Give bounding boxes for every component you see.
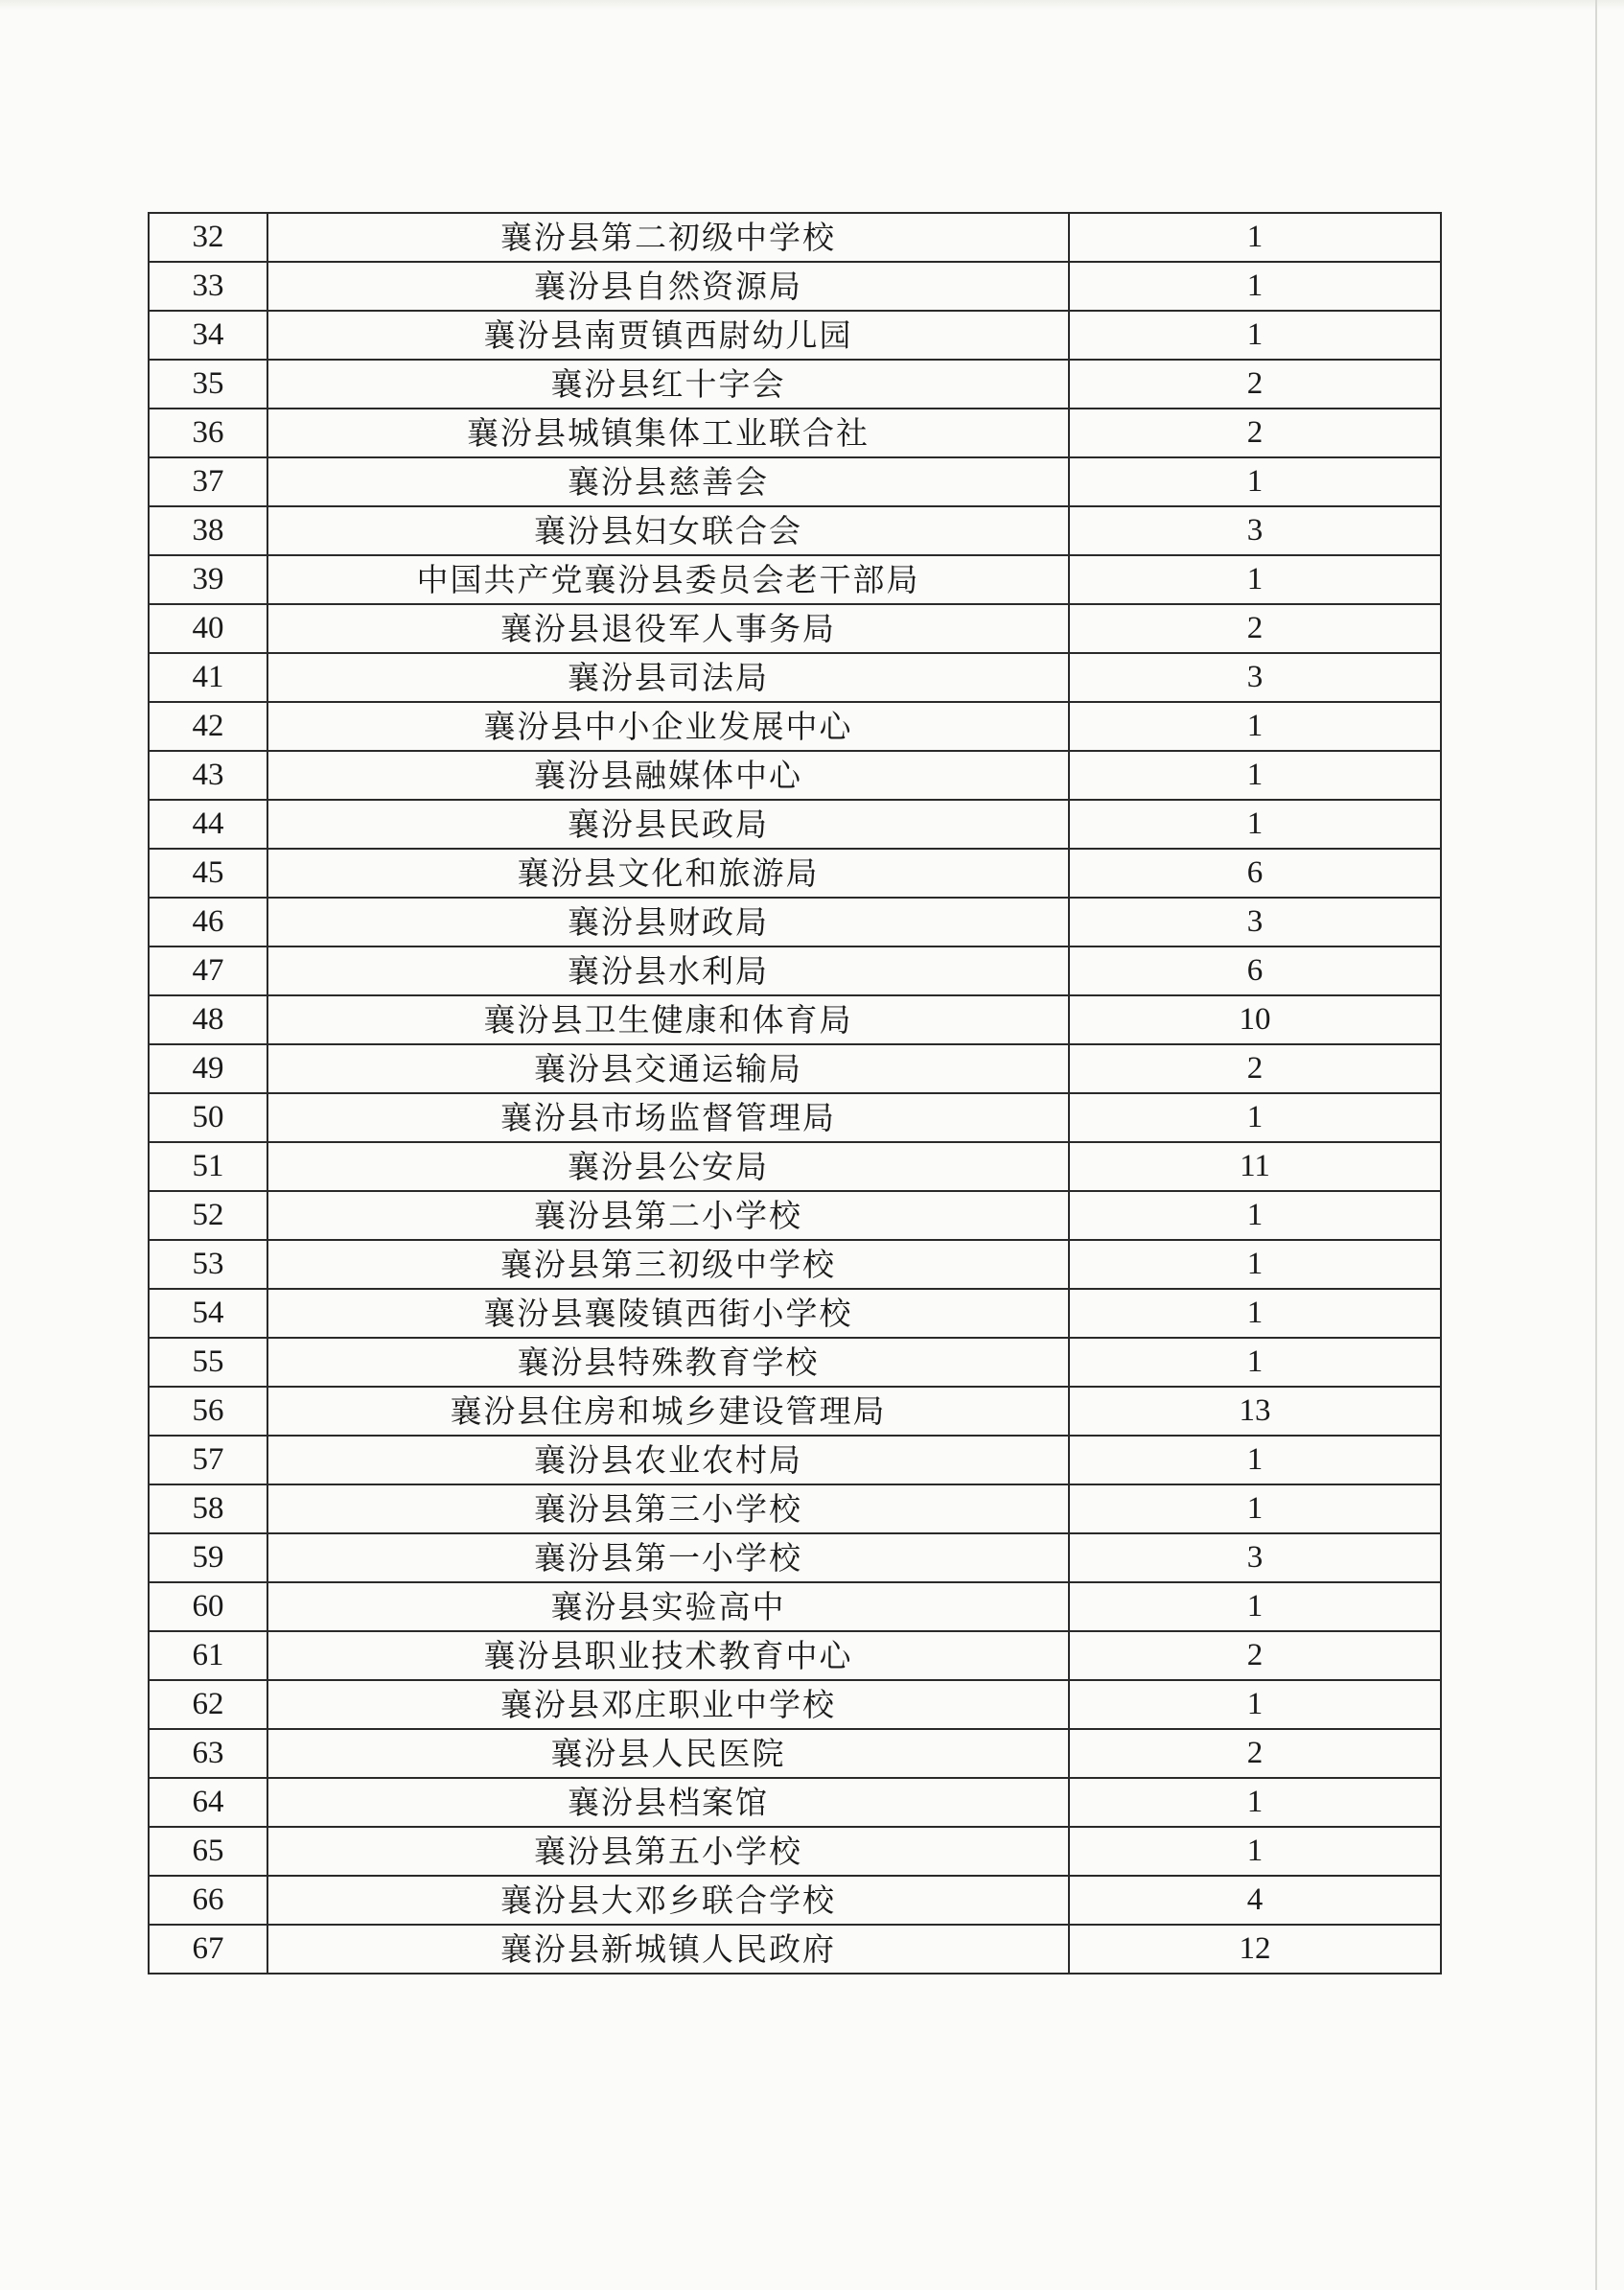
unit-count: 3 — [1069, 653, 1441, 702]
table-row — [149, 800, 1441, 849]
row-number: 57 — [149, 1436, 267, 1484]
table-row — [149, 506, 1441, 555]
unit-count: 1 — [1069, 1289, 1441, 1338]
unit-name: 襄汾县公安局 — [267, 1142, 1069, 1191]
table-row — [149, 849, 1441, 898]
table-row — [149, 1142, 1441, 1191]
table-row — [149, 898, 1441, 946]
row-number: 42 — [149, 702, 267, 751]
unit-count: 1 — [1069, 1484, 1441, 1533]
unit-name: 襄汾县实验高中 — [267, 1582, 1069, 1631]
unit-name: 襄汾县财政局 — [267, 898, 1069, 946]
unit-name: 襄汾县第二小学校 — [267, 1191, 1069, 1240]
unit-name: 襄汾县第五小学校 — [267, 1827, 1069, 1876]
row-number: 49 — [149, 1044, 267, 1093]
unit-name: 襄汾县文化和旅游局 — [267, 849, 1069, 898]
unit-name: 襄汾县人民医院 — [267, 1729, 1069, 1778]
unit-name: 襄汾县大邓乡联合学校 — [267, 1876, 1069, 1925]
unit-name: 襄汾县新城镇人民政府 — [267, 1925, 1069, 1974]
table-row — [149, 311, 1441, 360]
unit-count: 12 — [1069, 1925, 1441, 1974]
unit-count: 2 — [1069, 604, 1441, 653]
table-row — [149, 1778, 1441, 1827]
row-number: 53 — [149, 1240, 267, 1289]
table-row — [149, 1387, 1441, 1436]
unit-name: 襄汾县融媒体中心 — [267, 751, 1069, 800]
row-number: 48 — [149, 995, 267, 1044]
row-number: 35 — [149, 360, 267, 409]
unit-name: 襄汾县退役军人事务局 — [267, 604, 1069, 653]
unit-name: 襄汾县邓庄职业中学校 — [267, 1680, 1069, 1729]
unit-count: 2 — [1069, 1729, 1441, 1778]
unit-name: 襄汾县慈善会 — [267, 457, 1069, 506]
table-row — [149, 409, 1441, 457]
unit-name: 襄汾县水利局 — [267, 946, 1069, 995]
row-number: 50 — [149, 1093, 267, 1142]
unit-count: 1 — [1069, 1436, 1441, 1484]
table-row — [149, 1631, 1441, 1680]
unit-count: 3 — [1069, 898, 1441, 946]
unit-count: 2 — [1069, 409, 1441, 457]
row-number: 47 — [149, 946, 267, 995]
unit-count: 10 — [1069, 995, 1441, 1044]
row-number: 45 — [149, 849, 267, 898]
row-number: 32 — [149, 213, 267, 262]
unit-name: 襄汾县卫生健康和体育局 — [267, 995, 1069, 1044]
table-body — [149, 213, 1441, 1974]
table-row — [149, 946, 1441, 995]
unit-name: 襄汾县住房和城乡建设管理局 — [267, 1387, 1069, 1436]
row-number: 65 — [149, 1827, 267, 1876]
unit-name: 襄汾县第二初级中学校 — [267, 213, 1069, 262]
unit-count: 2 — [1069, 1631, 1441, 1680]
unit-name: 襄汾县农业农村局 — [267, 1436, 1069, 1484]
unit-count: 3 — [1069, 506, 1441, 555]
row-number: 56 — [149, 1387, 267, 1436]
unit-name: 襄汾县交通运输局 — [267, 1044, 1069, 1093]
unit-count: 2 — [1069, 1044, 1441, 1093]
unit-name: 襄汾县第三初级中学校 — [267, 1240, 1069, 1289]
table-row — [149, 1044, 1441, 1093]
table-row — [149, 1876, 1441, 1925]
unit-count: 1 — [1069, 1827, 1441, 1876]
page-right-edge — [1595, 0, 1597, 2290]
row-number: 64 — [149, 1778, 267, 1827]
table-row — [149, 1289, 1441, 1338]
unit-count: 1 — [1069, 1191, 1441, 1240]
table-row — [149, 1338, 1441, 1387]
unit-count: 1 — [1069, 1338, 1441, 1387]
unit-name: 襄汾县民政局 — [267, 800, 1069, 849]
table-row — [149, 1436, 1441, 1484]
unit-count: 13 — [1069, 1387, 1441, 1436]
unit-count: 1 — [1069, 1240, 1441, 1289]
unit-name: 襄汾县司法局 — [267, 653, 1069, 702]
unit-count: 6 — [1069, 849, 1441, 898]
unit-count: 1 — [1069, 1093, 1441, 1142]
unit-count: 1 — [1069, 1778, 1441, 1827]
row-number: 59 — [149, 1533, 267, 1582]
unit-count: 1 — [1069, 751, 1441, 800]
unit-count: 1 — [1069, 311, 1441, 360]
table-row — [149, 1827, 1441, 1876]
unit-name: 襄汾县城镇集体工业联合社 — [267, 409, 1069, 457]
table-row — [149, 995, 1441, 1044]
row-number: 39 — [149, 555, 267, 604]
unit-count: 1 — [1069, 1680, 1441, 1729]
row-number: 34 — [149, 311, 267, 360]
row-number: 66 — [149, 1876, 267, 1925]
table-row — [149, 1533, 1441, 1582]
page-top-edge — [0, 0, 1624, 10]
row-number: 55 — [149, 1338, 267, 1387]
unit-count-table — [148, 212, 1442, 1975]
unit-count: 1 — [1069, 1582, 1441, 1631]
table-row — [149, 1680, 1441, 1729]
unit-name: 襄汾县第一小学校 — [267, 1533, 1069, 1582]
unit-count: 1 — [1069, 262, 1441, 311]
row-number: 38 — [149, 506, 267, 555]
unit-name: 襄汾县南贾镇西尉幼儿园 — [267, 311, 1069, 360]
table-row — [149, 702, 1441, 751]
table-row — [149, 751, 1441, 800]
unit-count: 4 — [1069, 1876, 1441, 1925]
table-row — [149, 1729, 1441, 1778]
row-number: 33 — [149, 262, 267, 311]
row-number: 52 — [149, 1191, 267, 1240]
row-number: 51 — [149, 1142, 267, 1191]
row-number: 61 — [149, 1631, 267, 1680]
unit-name: 襄汾县市场监督管理局 — [267, 1093, 1069, 1142]
table-row — [149, 1925, 1441, 1974]
unit-count: 3 — [1069, 1533, 1441, 1582]
unit-name: 襄汾县妇女联合会 — [267, 506, 1069, 555]
row-number: 37 — [149, 457, 267, 506]
table-row — [149, 262, 1441, 311]
table-row — [149, 555, 1441, 604]
unit-count: 1 — [1069, 457, 1441, 506]
table-row — [149, 1240, 1441, 1289]
table-row — [149, 457, 1441, 506]
row-number: 54 — [149, 1289, 267, 1338]
table-row — [149, 1093, 1441, 1142]
unit-name: 襄汾县红十字会 — [267, 360, 1069, 409]
row-number: 40 — [149, 604, 267, 653]
row-number: 46 — [149, 898, 267, 946]
unit-count: 1 — [1069, 800, 1441, 849]
unit-name: 襄汾县档案馆 — [267, 1778, 1069, 1827]
row-number: 60 — [149, 1582, 267, 1631]
row-number: 58 — [149, 1484, 267, 1533]
unit-count: 1 — [1069, 213, 1441, 262]
unit-name: 襄汾县中小企业发展中心 — [267, 702, 1069, 751]
unit-count: 1 — [1069, 702, 1441, 751]
unit-name: 襄汾县自然资源局 — [267, 262, 1069, 311]
unit-count: 6 — [1069, 946, 1441, 995]
table-row — [149, 653, 1441, 702]
unit-count: 1 — [1069, 555, 1441, 604]
unit-count: 2 — [1069, 360, 1441, 409]
row-number: 44 — [149, 800, 267, 849]
table-row — [149, 1582, 1441, 1631]
row-number: 41 — [149, 653, 267, 702]
table-row — [149, 604, 1441, 653]
unit-count: 11 — [1069, 1142, 1441, 1191]
table-row — [149, 360, 1441, 409]
unit-name: 襄汾县职业技术教育中心 — [267, 1631, 1069, 1680]
row-number: 63 — [149, 1729, 267, 1778]
table-row — [149, 213, 1441, 262]
row-number: 36 — [149, 409, 267, 457]
table-row — [149, 1484, 1441, 1533]
unit-name: 襄汾县特殊教育学校 — [267, 1338, 1069, 1387]
unit-name: 襄汾县襄陵镇西街小学校 — [267, 1289, 1069, 1338]
table-row — [149, 1191, 1441, 1240]
row-number: 62 — [149, 1680, 267, 1729]
unit-name: 中国共产党襄汾县委员会老干部局 — [267, 555, 1069, 604]
row-number: 43 — [149, 751, 267, 800]
unit-name: 襄汾县第三小学校 — [267, 1484, 1069, 1533]
row-number: 67 — [149, 1925, 267, 1974]
